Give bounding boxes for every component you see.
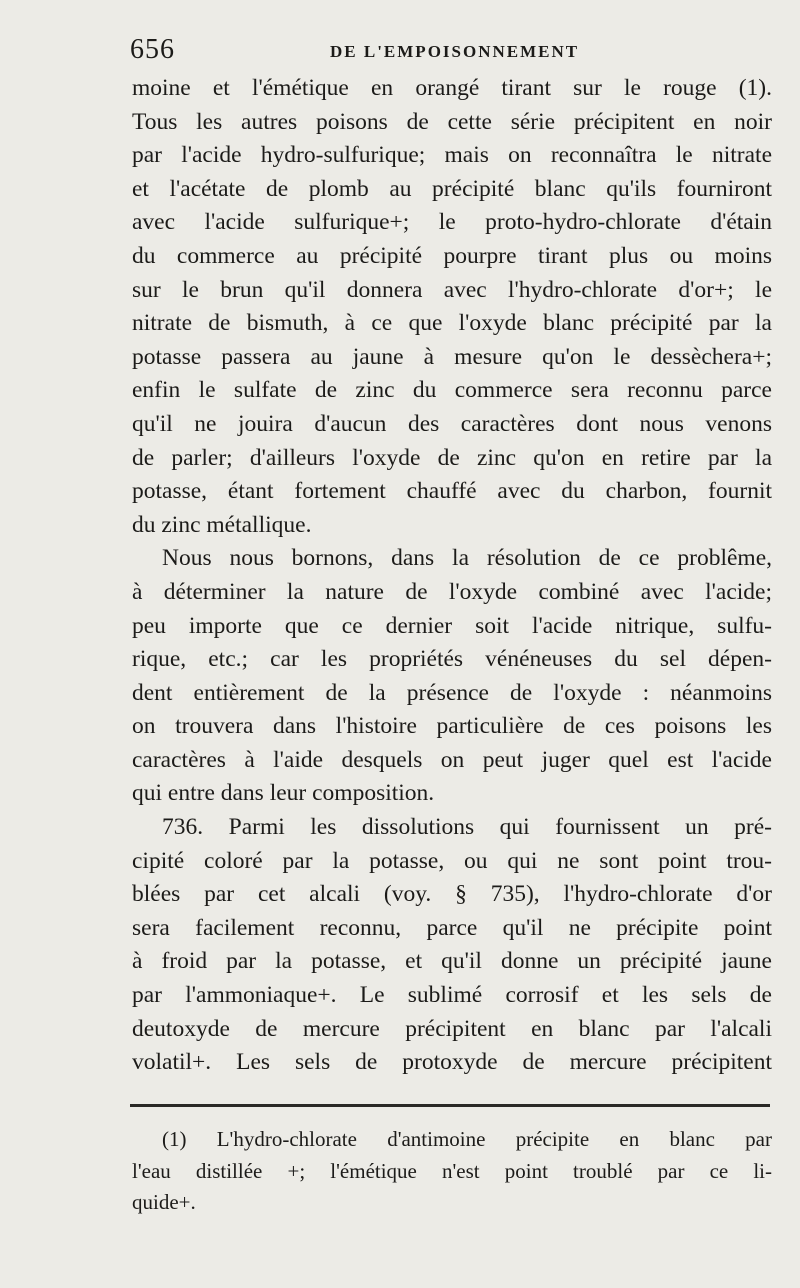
footnote-line: quide+. <box>132 1190 196 1214</box>
text-line: volatil+. Les sels de protoxyde de mercure précipitent <box>132 1049 772 1076</box>
text-line: moine et l'émétique en orangé tirant sur le rouge (1). <box>132 75 772 101</box>
page-header <box>130 30 770 70</box>
text-line: à froid par la potasse, et qu'il donne un précipité jaune <box>132 948 772 975</box>
running-title: DE L'EMPOISONNEMENT <box>330 42 580 61</box>
text-line: potasse passera au jaune à mesure qu'on le dessèchera+; <box>132 343 772 370</box>
text-line: peu importe que ce dernier soit l'acide nitrique, sulfu- <box>132 612 772 639</box>
page-number: 656 <box>130 34 175 65</box>
text-line: avec l'acide sulfurique+; le proto-hydro-chlorate d'étain <box>132 209 772 236</box>
text-line: Nous nous bornons, dans la résolution de ce problême, <box>162 545 772 572</box>
footnote-line: (1) L'hydro-chlorate d'antimoine précipite en blanc par <box>162 1127 772 1151</box>
text-line: 736. Parmi les dissolutions qui fournissent un pré- <box>162 814 772 841</box>
text-line: par l'acide hydro-sulfurique; mais on reconnaîtra le nitrate <box>132 142 772 169</box>
text-line: par l'ammoniaque+. Le sublimé corrosif et les sels de <box>132 982 772 1009</box>
text-line: nitrate de bismuth, à ce que l'oxyde blanc précipité par la <box>132 310 772 337</box>
text-line: du commerce au précipité pourpre tirant plus ou moins <box>132 242 772 269</box>
text-line: sur le brun qu'il donnera avec l'hydro-chlorate d'or+; le <box>132 276 772 303</box>
text-line: deutoxyde de mercure précipitent en blanc par l'alcali <box>132 1015 772 1042</box>
text-line: sera facilement reconnu, parce qu'il ne précipite point <box>132 914 772 941</box>
footnote <box>132 1124 772 1219</box>
footnote-rule <box>130 1104 770 1107</box>
text-line: enfin le sulfate de zinc du commerce sera reconnu parce <box>132 377 772 404</box>
text-line: Tous les autres poisons de cette série précipitent en noir <box>132 108 772 135</box>
text-line: potasse, étant fortement chauffé avec du charbon, fournit <box>132 478 772 505</box>
text-line: blées par cet alcali (voy. § 735), l'hydro-chlorate d'or <box>132 881 772 908</box>
text-line: du zinc métallique. <box>132 511 312 538</box>
text-line: cipité coloré par la potasse, ou qui ne sont point trou- <box>132 847 772 874</box>
body-text <box>132 72 772 1080</box>
footnote-line: l'eau distillée +; l'émétique n'est point troublé par ce li- <box>132 1158 772 1183</box>
text-line: dent entièrement de la présence de l'oxyde : néanmoins <box>132 679 772 706</box>
text-line: caractères à l'aide desquels on peut juger quel est l'acide <box>132 746 772 773</box>
text-line: et l'acétate de plomb au précipité blanc qu'ils fourniront <box>132 175 772 202</box>
text-line: qu'il ne jouira d'aucun des caractères dont nous venons <box>132 410 772 437</box>
text-line: on trouvera dans l'histoire particulière de ces poisons les <box>132 713 772 740</box>
text-line: qui entre dans leur composition. <box>132 780 435 807</box>
text-line: rique, etc.; car les propriétés vénéneuses du sel dépen- <box>132 646 772 673</box>
text-line: de parler; d'ailleurs l'oxyde de zinc qu'on en retire par la <box>132 444 772 471</box>
text-line: à déterminer la nature de l'oxyde combiné avec l'acide; <box>132 578 772 605</box>
